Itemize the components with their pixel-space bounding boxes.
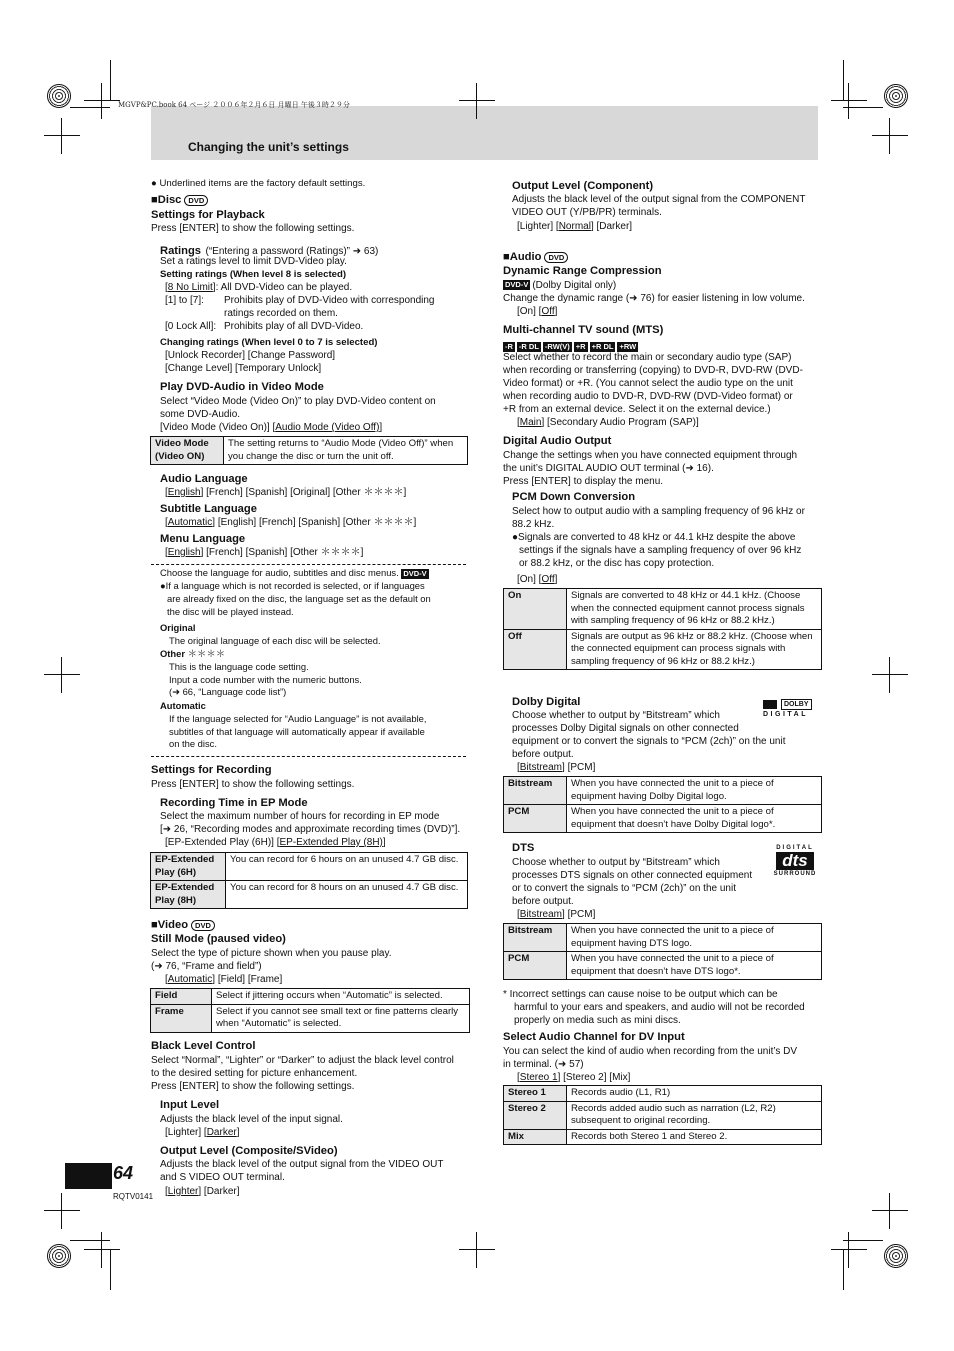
table-value: You can record for 6 hours on an unused 4.7 GB disc. [226, 853, 468, 881]
format-badge: +R DL [591, 341, 614, 351]
ratings-desc: Set a ratings level to limit DVD-Video play. [160, 256, 347, 267]
dts-logo-top: DIGITAL [776, 845, 814, 851]
table-value: When you have connected the unit to a piece of equipment that doesn’t have Dolby Digital logo*. [567, 805, 822, 833]
reg-mark-tl [92, 91, 112, 111]
outk-desc: Adjusts the black level of the output signal from the COMPONENT VIDEO OUT (Y/PB/PR) terminals. [512, 194, 806, 218]
change-options: [Unlock Recorder] [Change Password] [Change Level] [Temporary Unlock] [165, 350, 336, 374]
reg-mark-bl [92, 1240, 112, 1260]
ep-title: Recording Time in EP Mode [160, 797, 308, 809]
input-level-title: Input Level [160, 1099, 220, 1111]
outc-options: [Lighter] [Darker] [165, 1186, 240, 1197]
format-badge: +RW [619, 341, 637, 351]
dolby-desc: Choose whether to output by “Bitstream” which processes Dolby Digital signals on other connected equipment or to convert the signals to “PCM (2ch)” on the unit before output. [512, 710, 786, 760]
table-value: You can record for 8 hours on an unused 4.7 GB disc. [226, 881, 468, 909]
table-row [151, 1004, 470, 1032]
ep-options: [EP-Extended Play (6H)] [EP-Extended Play (8H)] [165, 837, 386, 848]
dvd-v-badge: DVD-V [505, 280, 529, 290]
page-number-tab [65, 1163, 112, 1189]
pcm-options: [On] [Off] [517, 574, 558, 585]
table-row [504, 1101, 822, 1129]
recording-heading: Settings for Recording [151, 764, 272, 776]
dv-options: [Stereo 1] [Stereo 2] [Mix] [517, 1072, 631, 1083]
outk-options: [Lighter] [Normal] [Darker] [517, 221, 633, 232]
lang-bullet: ●If a language which is not recorded is selected, or if languages [160, 580, 425, 591]
page-code: RQTV0141 [113, 1192, 154, 1201]
table-value: Signals are converted to 48 kHz or 44.1 kHz. (Choose when the connected equipment cannot process signals with sampling frequency of 96 kHz or 88.2 kHz.) [567, 589, 822, 630]
video-heading: ■Video DVD [151, 918, 215, 932]
dao-desc: Change the settings when you have connected equipment through the unit’s DIGITAL AUDIO OUT terminal (➜ 16). Press [ENTER] to display the menu. [503, 450, 798, 487]
format-badge: -R [505, 341, 513, 351]
pcm-bullet: ●Signals are converted to 48 kHz or 44.1 kHz despite the above [512, 532, 796, 543]
table-key: Field [151, 989, 212, 1005]
dolby-table [503, 776, 822, 833]
ratings-row-1: [8 No Limit]: All DVD-Video can be played. [165, 282, 353, 293]
lang-note: Choose the language for audio, subtitles and disc menus. DVD-V [160, 567, 427, 578]
mts-title: Multi-channel TV sound (MTS) [503, 324, 664, 336]
table-row [504, 629, 822, 670]
table-row [151, 853, 468, 881]
reg-mark-mr [880, 665, 900, 685]
pcm-desc: Select how to output audio with a sampling frequency of 96 kHz or 88.2 kHz. [512, 506, 805, 530]
table-row [504, 1129, 822, 1145]
table-row [151, 881, 468, 909]
ratings-sub: Setting ratings (When level 8 is selected) [160, 269, 347, 280]
format-badge: +R [575, 341, 586, 351]
table-value: When you have connected the unit to a piece of equipment having Dolby Digital logo. [567, 777, 822, 805]
pdvd-desc: Select “Video Mode (Video On)” to play DVD-Video content on some DVD-Audio. [160, 396, 436, 420]
reg-mark-tc [467, 91, 487, 111]
dvd-v-badge: DVD-V [403, 568, 427, 578]
ep-table [150, 852, 468, 909]
pcm-title: PCM Down Conversion [512, 491, 636, 503]
original-title: Original [160, 622, 196, 633]
dolby-logo-box: DOLBY [781, 699, 812, 710]
input-level-desc: Adjusts the black level of the input signal. [160, 1114, 343, 1125]
automatic-desc: If the language selected for “Audio Language” is not available, subtitles of that language will automatically appear if available on the disc. [169, 713, 427, 749]
menu-lang-options: [English] [French] [Spanish] [Other ＊＊＊＊] [165, 547, 364, 558]
dts-title: DTS [512, 842, 535, 854]
dv-title: Select Audio Channel for DV Input [503, 1031, 685, 1043]
dts-logo [772, 845, 818, 879]
table-row [504, 924, 822, 952]
reg-mark-lt [52, 126, 72, 146]
playback-intro: Press [ENTER] to show the following settings. [151, 223, 355, 234]
dts-table [503, 923, 822, 980]
pdvd-title: Play DVD-Audio in Video Mode [160, 381, 324, 393]
pdvd-options: [Video Mode (Video On)] [Audio Mode (Video Off)] [160, 422, 383, 433]
divider [151, 564, 466, 565]
black-desc: Select “Normal”, “Lighter” or “Darker” to adjust the black level control to the desired setting for picture enhancement. Press [ENTER] to show the following settings. [151, 1055, 454, 1092]
crop-line [70, 107, 110, 108]
outk-title: Output Level (Component) [512, 180, 654, 192]
change-ratings-sub: Changing ratings (When level 0 to 7 is selected) [160, 337, 378, 348]
ratings-row-3: [0 Lock All]: [165, 321, 217, 332]
drc-desc: Change the dynamic range (➜ 76) for easier listening in low volume. [503, 293, 805, 304]
table-value: Select if you cannot see small text or fine patterns clearly when “Automatic” is selected. [212, 1004, 470, 1032]
dvd-badge: DVD [184, 195, 208, 206]
table-value: Records audio (L1, R1) [567, 1086, 822, 1102]
dts-logo-mid: dts [776, 852, 814, 870]
footnote: * Incorrect settings can cause noise to be output which can be harmful to your ears and speakers, and audio will not be recorded properly on media such as mini discs. [503, 989, 805, 1026]
dolby-dd-icon [763, 700, 777, 709]
crop-line [843, 1250, 844, 1290]
format-badge: -RW(V) [544, 341, 570, 351]
dvd-badge: DVD [191, 920, 215, 931]
target-circle-tl [47, 84, 71, 108]
ratings-row-2: [1] to [7]: [165, 295, 204, 306]
outc-title: Output Level (Composite/SVideo) [160, 1145, 338, 1157]
still-desc: Select the type of picture shown when you pause play. (➜ 76, “Frame and field”) [151, 948, 392, 972]
crop-line [843, 60, 844, 100]
reg-mark-lb [52, 1201, 72, 1221]
still-title: Still Mode (paused video) [151, 933, 286, 945]
dts-logo-bot: SURROUND [773, 871, 817, 877]
pcm-bullet-cont: settings if the signals have a sampling frequency of over 96 kHz or 88.2 kHz, or the disc has copy protection. [519, 545, 802, 569]
original-desc: The original language of each disc will be selected. [169, 635, 381, 646]
reg-mark-rt [880, 126, 900, 146]
dv-table [503, 1085, 822, 1145]
table-key: Off [504, 629, 567, 670]
table-key: Video Mode (Video ON) [151, 437, 224, 465]
dts-desc: Choose whether to output by “Bitstream” which processes DTS signals on other connected equipment or to convert the signals to “PCM (2ch)” on the unit before output. [512, 857, 753, 907]
recording-intro: Press [ENTER] to show the following settings. [151, 779, 355, 790]
table-row [504, 805, 822, 833]
table-key: Bitstream [504, 924, 567, 952]
pdvd-table [150, 436, 468, 465]
outc-desc: Adjusts the black level of the output signal from the VIDEO OUT and S VIDEO OUT terminal. [160, 1159, 444, 1183]
crop-line [110, 1250, 111, 1290]
target-circle-bl [47, 1244, 71, 1268]
sub-lang-title: Subtitle Language [160, 503, 257, 515]
black-title: Black Level Control [151, 1040, 256, 1052]
table-row [504, 589, 822, 630]
reg-mark-bc [467, 1240, 487, 1260]
still-options: [Automatic] [Field] [Frame] [165, 974, 283, 985]
dts-options: [Bitstream] [PCM] [517, 909, 596, 920]
crop-line [843, 107, 883, 108]
reg-mark-ml [52, 665, 72, 685]
table-key: Mix [504, 1129, 567, 1145]
dao-title: Digital Audio Output [503, 435, 612, 447]
ep-desc: Select the maximum number of hours for recording in EP mode [➜ 26, “Recording modes and approximate recording times (DVD)”]. [160, 811, 461, 835]
table-key: Bitstream [504, 777, 567, 805]
target-circle-tr [884, 84, 908, 108]
table-key: PCM [504, 805, 567, 833]
audio-lang-options: [English] [French] [Spanish] [Original] [Other ＊＊＊＊] [165, 487, 407, 498]
ratings-row-2-text: Prohibits play of DVD-Video with corresponding ratings recorded on them. [224, 295, 435, 319]
playback-heading: Settings for Playback [151, 209, 265, 221]
table-value: Select if jittering occurs when “Automatic” is selected. [212, 989, 470, 1005]
table-value: When you have connected the unit to a piece of equipment that doesn’t have DTS logo*. [567, 952, 822, 980]
print-note: MGVP&PC.book 64 ページ ２００６年２月６日 月曜日 午後３時２９分 [118, 101, 350, 109]
table-value: The setting returns to “Audio Mode (Video Off)” when you change the disc or turn the unit off. [224, 437, 468, 465]
drc-badge-line: DVD-V (Dolby Digital only) [505, 280, 617, 291]
ratings-title: Ratings (“Entering a password (Ratings)” ➜ 63) [160, 245, 379, 257]
table-key: EP-Extended Play (6H) [151, 853, 226, 881]
dolby-digital-logo [763, 699, 818, 719]
reg-mark-br [839, 1240, 859, 1260]
page-title: Changing the unit’s settings [188, 140, 349, 154]
divider [151, 756, 466, 757]
crop-line [70, 1240, 110, 1241]
crop-line [843, 1240, 883, 1241]
dvd-badge: DVD [544, 252, 568, 263]
table-value: Signals are output as 96 kHz or 88.2 kHz. (Choose when the connected equipment can process signals with sampling frequency of 96 kHz or 88.2 kHz.) [567, 629, 822, 670]
dolby-logo-text: DIGITAL [763, 711, 808, 718]
still-table [150, 988, 470, 1033]
table-row [504, 952, 822, 980]
audio-lang-title: Audio Language [160, 473, 248, 485]
menu-lang-title: Menu Language [160, 533, 246, 545]
dv-desc: You can select the kind of audio when recording from the unit’s DV in terminal. (➜ 57) [503, 1046, 798, 1070]
drc-options: [On] [Off] [517, 306, 558, 317]
other-title: Other ＊＊＊＊ [160, 648, 226, 659]
table-row [504, 777, 822, 805]
reg-mark-rb [880, 1201, 900, 1221]
lang-bullet-cont: are already fixed on the disc, the language set as the default on the disc will be played instead. [167, 593, 431, 617]
crop-line [110, 60, 111, 100]
format-badge: -R DL [518, 341, 539, 351]
default-note: ● Underlined items are the factory default settings. [151, 178, 366, 189]
table-value: Records both Stereo 1 and Stereo 2. [567, 1129, 822, 1145]
table-key: PCM [504, 952, 567, 980]
ratings-row-3-text: Prohibits play of all DVD-Video. [224, 321, 364, 332]
other-desc: This is the language code setting. Input a code number with the numeric buttons. (➜ 66, “Language code list”) [169, 661, 362, 697]
table-row [151, 989, 470, 1005]
table-row [504, 1086, 822, 1102]
sub-lang-options: [Automatic] [English] [French] [Spanish] [Other ＊＊＊＊] [165, 517, 417, 528]
table-key: On [504, 589, 567, 630]
table-value: When you have connected the unit to a piece of equipment having DTS logo. [567, 924, 822, 952]
automatic-title: Automatic [160, 700, 206, 711]
audio-heading: ■Audio DVD [503, 250, 568, 264]
table-key: Stereo 1 [504, 1086, 567, 1102]
reg-mark-tr [839, 91, 859, 111]
table-key: Stereo 2 [504, 1101, 567, 1129]
mts-desc: Select whether to record the main or secondary audio type (SAP) when recording or transferring (copying) to DVD-R, DVD-RW (DVD- Video format) or +R. (You cannot select the audio type on the unit when recording audio to DVD-R, DVD-RW (DVD-Video format) or +R from an external device. Select it on the external device.) [503, 352, 803, 415]
table-key: Frame [151, 1004, 212, 1032]
table-value: Records added audio such as narration (L2, R2) subsequent to original recording. [567, 1101, 822, 1129]
table-key: EP-Extended Play (8H) [151, 881, 226, 909]
table-row [151, 437, 468, 465]
mts-options: [Main] [Secondary Audio Program (SAP)] [517, 417, 699, 428]
target-circle-br [884, 1244, 908, 1268]
disc-heading: ■Disc DVD [151, 193, 208, 207]
input-level-options: [Lighter] [Darker] [165, 1127, 240, 1138]
page-number: 64 [113, 1163, 134, 1183]
dolby-title: Dolby Digital [512, 696, 581, 708]
drc-title: Dynamic Range Compression [503, 265, 662, 277]
pcm-table [503, 588, 822, 670]
dolby-options: [Bitstream] [PCM] [517, 762, 596, 773]
